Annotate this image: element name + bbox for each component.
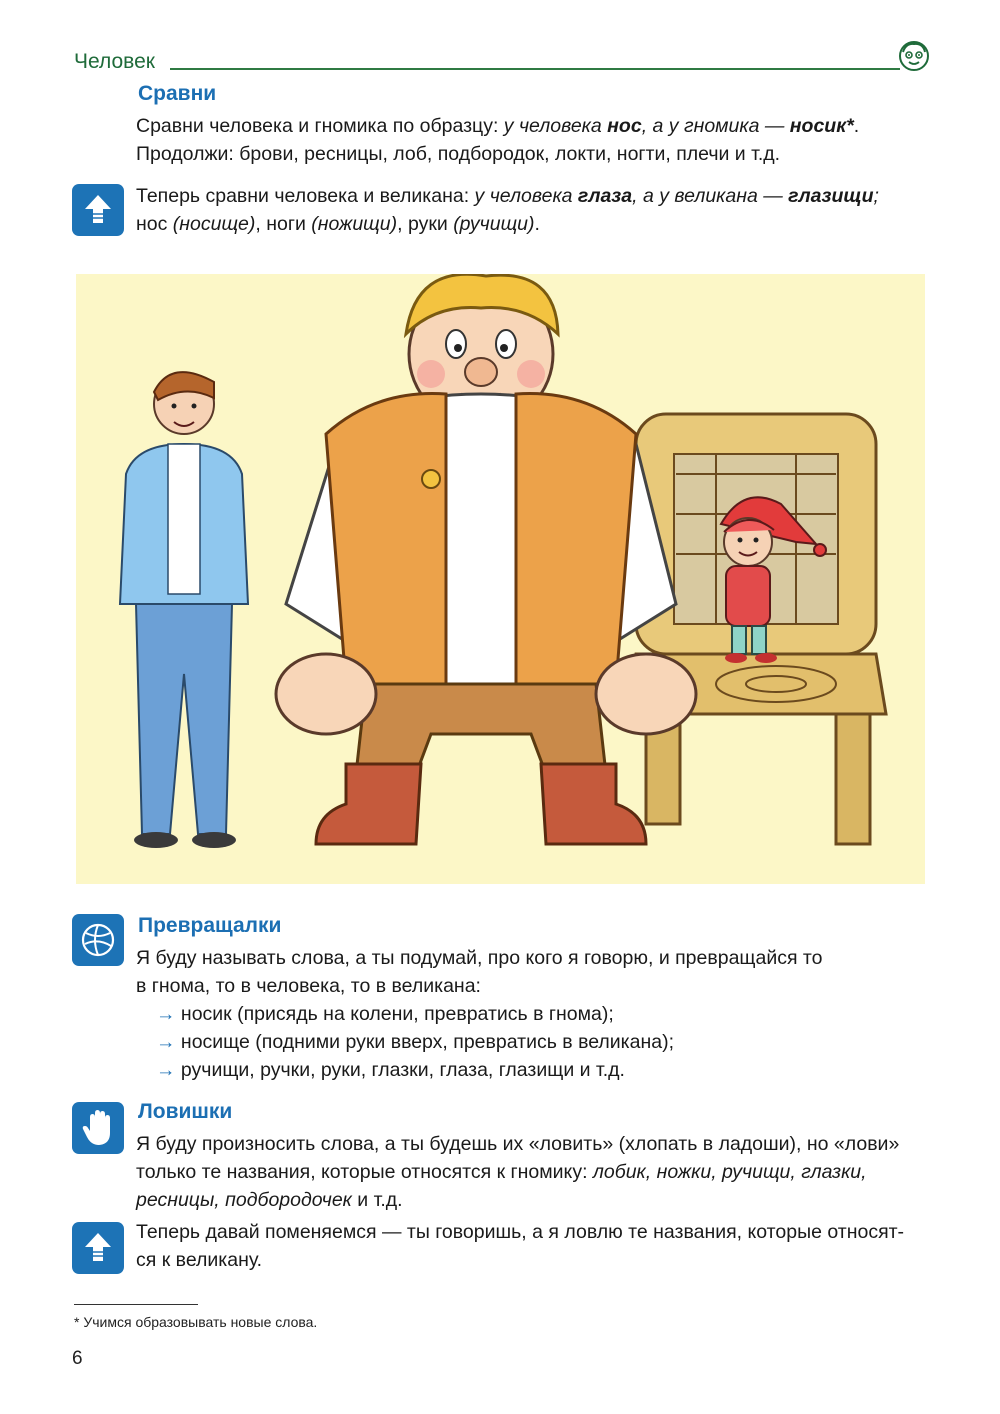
text: нос bbox=[607, 115, 642, 137]
text: только те названия, которые относятся к гномику: bbox=[136, 1161, 593, 1183]
text: , ноги bbox=[255, 213, 312, 235]
arrow-up-icon bbox=[72, 1222, 124, 1274]
catch-paragraph-2 bbox=[136, 1158, 936, 1186]
giant-figure bbox=[276, 274, 696, 844]
text: . bbox=[534, 213, 540, 235]
text: глаза bbox=[577, 185, 633, 207]
text: Сравни человека и гномика по образцу: bbox=[136, 115, 504, 137]
text: нос bbox=[136, 213, 173, 235]
transform-paragraph-1: Я буду называть слова, а ты подумай, про кого я говорю, и превращайся то bbox=[136, 947, 823, 969]
arrow-icon: → bbox=[156, 1059, 176, 1081]
page-number: 6 bbox=[72, 1348, 83, 1369]
text: , а у гномика — bbox=[641, 115, 790, 137]
text: ; bbox=[873, 185, 879, 207]
text: ресницы, подбородочек bbox=[136, 1189, 352, 1211]
illustration bbox=[76, 274, 925, 884]
footnote-divider bbox=[74, 1304, 198, 1305]
text: лобик, ножки, ручищи, глазки, bbox=[592, 1161, 867, 1183]
man-figure bbox=[120, 372, 248, 848]
catch-paragraph-4: Теперь давай поменяемся — ты говоришь, а я ловлю те названия, которые относят- bbox=[136, 1221, 905, 1243]
compare-paragraph-1 bbox=[136, 112, 936, 140]
list-item bbox=[156, 1056, 625, 1084]
text: Теперь сравни человека и великана: bbox=[136, 185, 475, 207]
text: носик* bbox=[789, 115, 854, 137]
catch-paragraph-5: ся к великану. bbox=[136, 1249, 263, 1271]
ball-icon bbox=[72, 914, 124, 966]
compare-paragraph-4 bbox=[136, 210, 936, 238]
compare-title: Сравни bbox=[138, 82, 217, 105]
face-icon bbox=[898, 40, 930, 72]
list-item-text: ручищи, ручки, руки, глазки, глаза, глазищи и т.д. bbox=[180, 1059, 625, 1081]
list-item-text: носище (подними руки вверх, превратись в великана); bbox=[180, 1031, 675, 1053]
text: у человека bbox=[503, 115, 608, 137]
text: глазищи bbox=[788, 185, 874, 207]
arrow-icon: → bbox=[156, 1003, 176, 1025]
text: (ручищи) bbox=[453, 213, 535, 235]
compare-paragraph-3 bbox=[136, 182, 936, 210]
transform-title: Превращалки bbox=[138, 914, 282, 937]
text: и т.д. bbox=[351, 1189, 403, 1211]
list-item bbox=[156, 1000, 614, 1028]
text: у человека bbox=[474, 185, 578, 207]
text: (ножищи) bbox=[311, 213, 398, 235]
text: . bbox=[853, 115, 860, 137]
header-divider bbox=[170, 68, 900, 70]
list-item bbox=[156, 1028, 674, 1056]
text: (носище) bbox=[172, 213, 256, 235]
catch-title: Ловишки bbox=[138, 1100, 233, 1123]
compare-paragraph-2: Продолжи: брови, ресницы, лоб, подбородок, локти, ногти, плечи и т.д. bbox=[136, 143, 781, 165]
section-title: Человек bbox=[74, 50, 155, 73]
footnote: * Учимся образовывать новые слова. bbox=[74, 1314, 318, 1330]
hand-icon bbox=[72, 1102, 124, 1154]
list-item-text: носик (присядь на колени, превратись в гнома); bbox=[180, 1003, 614, 1025]
arrow-up-icon bbox=[72, 184, 124, 236]
text: , руки bbox=[397, 213, 454, 235]
text: , а у великана — bbox=[632, 185, 789, 207]
arrow-icon: → bbox=[156, 1031, 176, 1053]
catch-paragraph-1: Я буду произносить слова, а ты будешь их «ловить» (хлопать в ладоши), но «лови» bbox=[136, 1133, 900, 1155]
transform-paragraph-2: в гнома, то в человека, то в великана: bbox=[136, 975, 481, 997]
catch-paragraph-3 bbox=[136, 1186, 936, 1214]
